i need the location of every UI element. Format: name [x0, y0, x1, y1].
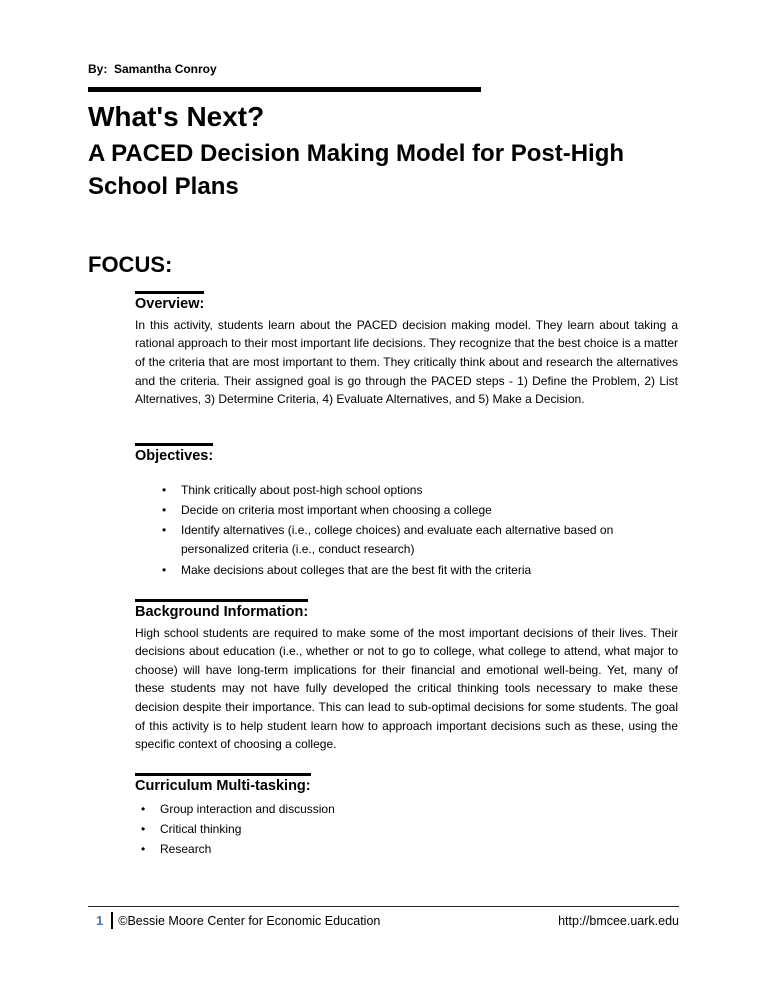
list-item: • Decide on criteria most important when choosing a college [160, 501, 678, 520]
document-subtitle: A PACED Decision Making Model for Post-High School Plans [88, 139, 625, 201]
section-background [135, 599, 678, 754]
list-item: • Research [139, 840, 678, 859]
objectives-list [160, 481, 678, 580]
title-rule [88, 87, 481, 92]
curriculum-heading: Curriculum Multi-tasking: [135, 773, 311, 794]
background-body: High school students are required to make some of the most important decisions of their lives. Their decisions about education (i.e., whether or not to go to college, what college to attend, what major to choose) will have long-term implications for their financial and emotional well-being. Yet, many of these students may not have fully developed the critical thinking tools necessary to make these decision despite their importance. This can lead to sub-optimal decisions for some students. The goal of this activity is to help student learn how to approach important decisions such as these, using the specific context of choosing a college. [135, 625, 678, 752]
section-overview [135, 291, 678, 409]
footer-divider [111, 912, 113, 929]
section-curriculum [135, 773, 678, 860]
focus-content [135, 291, 678, 860]
list-item: • Critical thinking [139, 820, 678, 839]
footer-copyright: ©Bessie Moore Center for Economic Education [118, 913, 381, 928]
footer-url: http://bmcee.uark.edu [558, 913, 679, 928]
list-item: • Think critically about post-high school options [160, 481, 678, 500]
section-objectives [135, 443, 678, 580]
byline: By: Samantha Conroy [88, 62, 217, 76]
objectives-heading: Objectives: [135, 443, 213, 464]
overview-body: In this activity, students learn about the PACED decision making model. They learn about taking a rational approach to their most important life decisions. They recognize that the best choice is a matter of the criteria that are most important to them. They critically think about and research the alternatives and the criteria. Their assigned goal is go through the PACED steps - 1) Define the Problem, 2) List Alternatives, 3) Determine Criteria, 4) Evaluate Alternatives, and 5) Make a Decision. [135, 317, 678, 407]
list-item: • Make decisions about colleges that are the best fit with the criteria [160, 561, 678, 580]
list-item: • Group interaction and discussion [139, 800, 678, 819]
page-number: 1 [96, 913, 104, 928]
curriculum-list [139, 800, 678, 860]
background-heading: Background Information: [135, 599, 308, 620]
overview-heading: Overview: [135, 291, 204, 312]
focus-heading: FOCUS: [88, 251, 173, 277]
document-title: What's Next? [88, 101, 265, 132]
page-footer [88, 906, 679, 929]
list-item: • Identify alternatives (i.e., college choices) and evaluate each alternative based on personalized criteria (i.e., conduct research) [160, 521, 678, 559]
